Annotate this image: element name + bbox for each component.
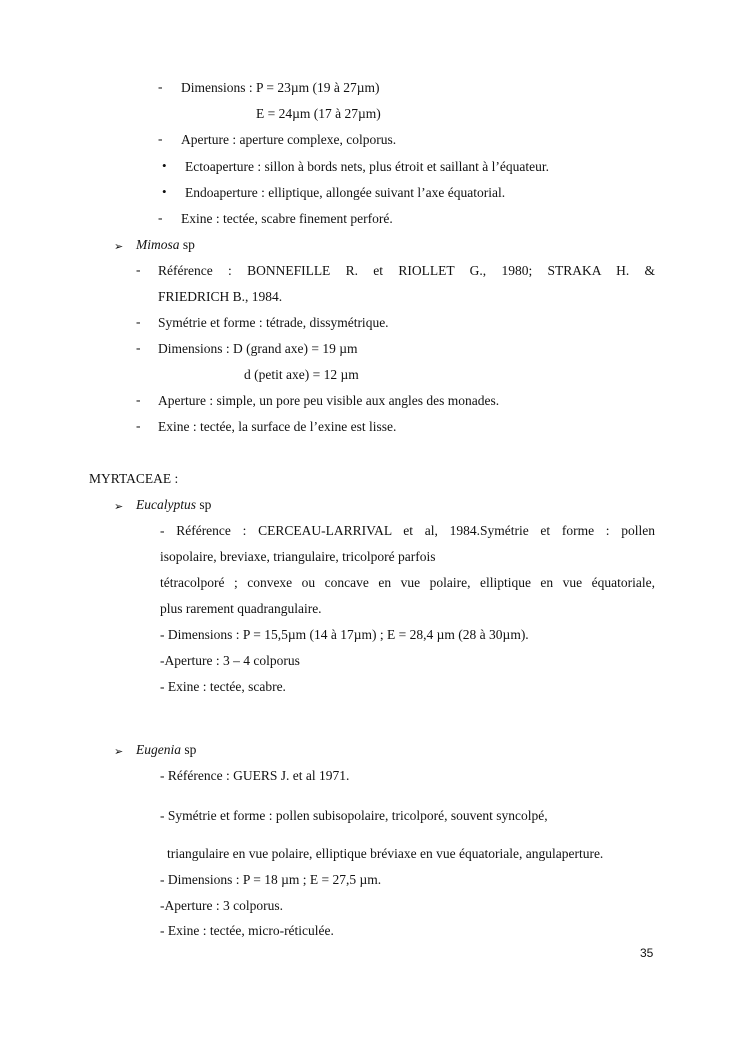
bullet-icon: • <box>162 184 167 199</box>
reference-line-cont: FRIEDRICH B., 1984. <box>158 289 283 304</box>
list-dash: - <box>158 210 163 225</box>
dimensions-line: Dimensions : P = 23µm (19 à 27µm) <box>181 80 380 95</box>
genus-name: Eucalyptus <box>136 497 196 512</box>
symmetry-line: - Symétrie et forme : pollen subisopolaire, tricolporé, souvent syncolpé, <box>160 808 548 823</box>
family-heading: MYRTACEAE : <box>89 471 179 486</box>
dimensions-line: - Dimensions : P = 18 µm ; E = 27,5 µm. <box>160 872 382 887</box>
list-dash: - <box>136 314 141 329</box>
symmetry-line-cont: triangulaire en vue polaire, elliptique bréviaxe en vue équatoriale, angulaperture. <box>167 846 604 861</box>
page-number: 35 <box>640 946 654 960</box>
endoaperture-line: Endoaperture : elliptique, allongée suivant l’axe équatorial. <box>185 185 506 200</box>
symmetry-line: Symétrie et forme : tétrade, dissymétrique. <box>158 315 389 330</box>
list-dash: - <box>158 131 163 146</box>
eugenia-heading: ➢ Eugenia sp <box>114 741 196 759</box>
mimosa-heading: ➢ Mimosa sp <box>114 236 195 254</box>
exine-line: Exine : tectée, scabre finement perforé. <box>181 211 393 226</box>
aperture-line: Aperture : simple, un pore peu visible aux angles des monades. <box>158 393 500 408</box>
ectoaperture-line: Ectoaperture : sillon à bords nets, plus étroit et saillant à l’équateur. <box>185 159 550 174</box>
list-dash: - <box>158 79 163 94</box>
aperture-line: -Aperture : 3 – 4 colporus <box>160 653 300 668</box>
exine-line: - Exine : tectée, micro-réticulée. <box>160 923 334 938</box>
dimensions-line: - Dimensions : P = 15,5µm (14 à 17µm) ; E = 28,4 µm (28 à 30µm). <box>160 627 529 642</box>
list-dash: - <box>136 340 141 355</box>
exine-line: - Exine : tectée, scabre. <box>160 679 286 694</box>
arrow-bullet-icon: ➢ <box>114 501 124 513</box>
aperture-line: Aperture : aperture complexe, colporus. <box>181 132 397 147</box>
aperture-line: -Aperture : 3 colporus. <box>160 898 283 913</box>
bullet-icon: • <box>162 158 167 173</box>
eucalyptus-heading: ➢ Eucalyptus sp <box>114 496 211 514</box>
arrow-bullet-icon: ➢ <box>114 746 124 758</box>
reference-line: - Référence : CERCEAU-LARRIVAL et al, 1984.Symétrie et forme : pollen <box>160 523 655 538</box>
description-line: plus rarement quadrangulaire. <box>160 601 322 616</box>
exine-line: Exine : tectée, la surface de l’exine est lisse. <box>158 419 397 434</box>
dimensions-e-line: E = 24µm (17 à 27µm) <box>256 106 381 121</box>
list-dash: - <box>136 392 141 407</box>
list-dash: - <box>136 262 141 277</box>
genus-name: Mimosa <box>136 237 180 252</box>
description-line: isopolaire, breviaxe, triangulaire, tricolporé parfois <box>160 549 436 564</box>
description-line: tétracolporé ; convexe ou concave en vue polaire, elliptique en vue équatoriale, <box>160 575 655 590</box>
reference-line: Référence : BONNEFILLE R. et RIOLLET G., 1980; STRAKA H. & <box>158 263 655 278</box>
dimensions-line: Dimensions : D (grand axe) = 19 µm <box>158 341 358 356</box>
reference-line: - Référence : GUERS J. et al 1971. <box>160 768 350 783</box>
list-dash: - <box>136 418 141 433</box>
arrow-bullet-icon: ➢ <box>114 241 124 253</box>
genus-name: Eugenia <box>136 742 181 757</box>
dimensions-small-axis: d (petit axe) = 12 µm <box>244 367 359 382</box>
